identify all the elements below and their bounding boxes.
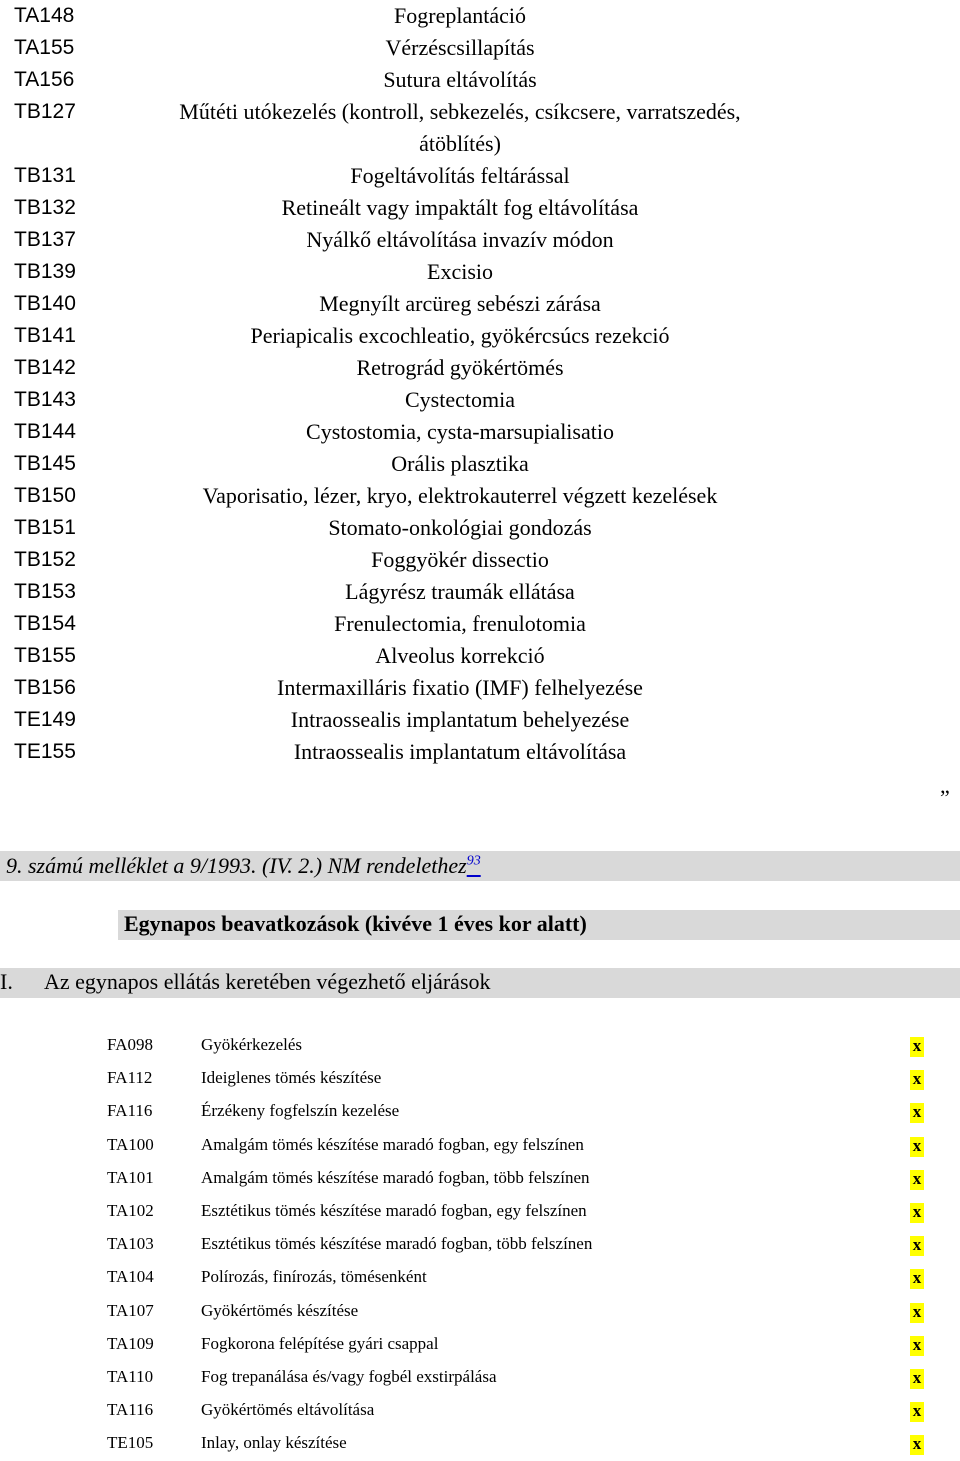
list-item (0, 384, 960, 416)
applicable-mark: x (910, 1269, 924, 1289)
list-item (0, 96, 960, 160)
procedure-description: Gyökérkezelés (201, 1035, 303, 1054)
procedure-code: TB151 (14, 516, 76, 539)
procedure-code: TB156 (14, 676, 76, 699)
applicable-mark: x (910, 1170, 924, 1190)
list-item (0, 32, 960, 64)
procedure-description: Fogeltávolítás feltárással (350, 163, 570, 188)
list-item (0, 704, 960, 736)
procedure-description: Cystostomia, cysta-marsupialisatio (306, 419, 614, 444)
list-item (0, 0, 960, 32)
procedure-code: TB127 (14, 100, 76, 123)
applicable-mark: x (910, 1336, 924, 1356)
procedure-description: Gyökértömés készítése (201, 1300, 359, 1320)
procedure-description: Amalgám tömés készítése maradó fogban, egy felszínen (201, 1134, 584, 1154)
procedure-description: Megnyílt arcüreg sebészi zárása (319, 291, 601, 316)
procedure-description: Gyökértömés eltávolítása (201, 1400, 375, 1420)
annex-heading (6, 853, 481, 879)
procedure-description: Stomato-onkológiai gondozás (328, 515, 592, 540)
procedure-code: TB132 (14, 196, 76, 219)
footnote-link[interactable] (467, 853, 481, 878)
table-row (0, 1130, 960, 1163)
procedure-description: Lágyrész traumák ellátása (345, 579, 575, 604)
table-row (0, 1329, 960, 1362)
applicable-mark: x (910, 1070, 924, 1090)
list-item (0, 640, 960, 672)
procedure-code: FA098 (107, 1035, 153, 1054)
procedure-code: TB140 (14, 292, 76, 315)
procedure-description: Ideiglenes tömés készítése (201, 1068, 382, 1088)
procedure-description: Fog trepanálása és/vagy fogbél exstirpálása (201, 1366, 497, 1386)
footnote-number[interactable]: 93 (466, 853, 481, 869)
list-item (0, 544, 960, 576)
procedure-code: TB143 (14, 388, 76, 411)
procedure-description: Polírozás, finírozás, tömésenként (201, 1267, 427, 1287)
procedure-code: TA103 (107, 1234, 154, 1254)
procedure-description: Vaporisatio, lézer, kryo, elektrokauterrel végzett kezelések (202, 483, 718, 508)
list-item (0, 64, 960, 96)
applicable-mark: x (910, 1103, 924, 1123)
procedure-description: Orális plasztika (391, 451, 529, 476)
procedure-code: TB152 (14, 548, 76, 571)
procedure-description: Vérzéscsillapítás (385, 35, 535, 60)
procedure-description: Esztétikus tömés készítése maradó fogban, több felszínen (201, 1234, 593, 1254)
procedure-code: TE149 (14, 708, 76, 731)
closing-quote: ” (940, 785, 950, 810)
list-item (0, 320, 960, 352)
procedure-code: TA116 (107, 1400, 154, 1420)
procedure-description: Fogreplantáció (394, 3, 526, 28)
procedure-code: TA107 (107, 1300, 154, 1320)
procedure-code: TE105 (107, 1433, 154, 1453)
table-row (0, 1196, 960, 1229)
table-row (0, 1163, 960, 1196)
applicable-mark: x (910, 1137, 924, 1157)
procedure-code: TA100 (107, 1134, 154, 1154)
list-item (0, 512, 960, 544)
procedure-description: Cystectomia (405, 387, 515, 412)
procedure-code: TA101 (107, 1167, 154, 1187)
procedure-code: TB131 (14, 164, 76, 187)
section-title: Egynapos beavatkozások (kivéve 1 éves kor alatt) (124, 911, 587, 936)
procedure-description: Nyálkő eltávolítása invazív módon (306, 227, 614, 252)
table-row (0, 1063, 960, 1096)
procedure-description: Retrográd gyökértömés (356, 355, 564, 380)
procedure-code: TB137 (14, 228, 76, 251)
procedure-code: TB142 (14, 356, 76, 379)
procedure-description-continued: átöblítés) (419, 131, 501, 156)
procedure-code: TA155 (14, 36, 75, 59)
procedure-description: Sutura eltávolítás (383, 67, 537, 92)
table-row (0, 1096, 960, 1129)
procedure-description: Esztétikus tömés készítése maradó fogban, egy felszínen (201, 1200, 587, 1220)
table-row (0, 1395, 960, 1428)
procedure-description: Retineált vagy impaktált fog eltávolítása (281, 195, 639, 220)
list-item (0, 736, 960, 768)
procedure-description: Intraossealis implantatum eltávolítása (293, 739, 627, 764)
table-row (0, 1428, 960, 1461)
table-row (0, 1229, 960, 1262)
procedure-table (0, 1030, 960, 1461)
applicable-mark: x (910, 1369, 924, 1389)
list-item (0, 448, 960, 480)
list-item (0, 672, 960, 704)
procedure-code: TB155 (14, 644, 76, 667)
applicable-mark: x (910, 1435, 924, 1455)
table-row (0, 1296, 960, 1329)
procedure-description: Intermaxilláris fixatio (IMF) felhelyezése (277, 675, 643, 700)
procedure-description: Érzékeny fogfelszín kezelése (201, 1101, 400, 1121)
procedure-description: Műtéti utókezelés (kontroll, sebkezelés, csíkcsere, varratszedés, (179, 99, 741, 124)
list-item (0, 576, 960, 608)
procedure-code: TB154 (14, 612, 76, 635)
procedure-code: TB141 (14, 324, 76, 347)
list-item (0, 160, 960, 192)
procedure-code: TA109 (107, 1333, 154, 1353)
procedure-description: Fogkorona felépítése gyári csappal (201, 1333, 439, 1353)
procedure-description: Excisio (427, 259, 493, 284)
list-item (0, 288, 960, 320)
procedure-description: Frenulectomia, frenulotomia (334, 611, 586, 636)
list-item (0, 192, 960, 224)
procedure-code: FA116 (107, 1101, 153, 1121)
applicable-mark: x (910, 1037, 924, 1057)
procedure-code: TA156 (14, 68, 75, 91)
list-item (0, 352, 960, 384)
procedure-code: TB139 (14, 260, 76, 283)
table-row (0, 1030, 960, 1063)
procedure-description: Inlay, onlay készítése (201, 1433, 347, 1453)
applicable-mark: x (910, 1402, 924, 1422)
procedure-description: Periapicalis excochleatio, gyökércsúcs rezekció (250, 323, 670, 348)
procedure-code: TB150 (14, 484, 76, 507)
list-item (0, 608, 960, 640)
applicable-mark: x (910, 1303, 924, 1323)
annex-heading-text: 9. számú melléklet a 9/1993. (IV. 2.) NM rendelethez (6, 853, 467, 878)
applicable-mark: x (910, 1236, 924, 1256)
subsection-title: Az egynapos ellátás keretében végezhető eljárások (44, 969, 491, 994)
list-item (0, 256, 960, 288)
procedure-code: TA102 (107, 1200, 154, 1220)
procedure-code: TA104 (107, 1267, 154, 1287)
list-item (0, 416, 960, 448)
procedure-description: Amalgám tömés készítése maradó fogban, több felszínen (201, 1167, 590, 1187)
procedure-code: TB144 (14, 420, 76, 443)
table-row (0, 1362, 960, 1395)
list-item (0, 480, 960, 512)
procedure-code: TE155 (14, 740, 76, 763)
procedure-code: TA148 (14, 4, 75, 27)
procedure-code: FA112 (107, 1068, 153, 1088)
applicable-mark: x (910, 1203, 924, 1223)
procedure-description: Intraossealis implantatum behelyezése (290, 707, 630, 732)
list-item (0, 224, 960, 256)
procedure-code: TB153 (14, 580, 76, 603)
table-row (0, 1262, 960, 1295)
procedure-description: Foggyökér dissectio (371, 547, 549, 572)
subsection-number: I. (0, 969, 13, 994)
procedure-code: TA110 (107, 1366, 154, 1386)
procedure-description: Alveolus korrekció (375, 643, 545, 668)
procedure-code: TB145 (14, 452, 76, 475)
